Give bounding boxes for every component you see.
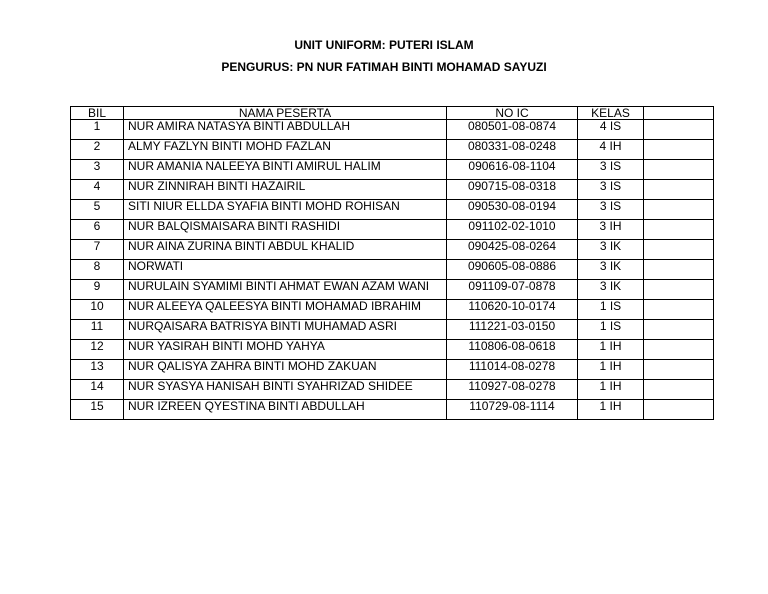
cell-empty bbox=[644, 300, 714, 320]
cell-no-ic: 110806-08-0618 bbox=[447, 340, 578, 360]
cell-no-ic: 111014-08-0278 bbox=[447, 360, 578, 380]
cell-kelas: 1 IS bbox=[578, 320, 644, 340]
cell-nama-peserta: NORWATI bbox=[124, 260, 447, 280]
cell-empty bbox=[644, 140, 714, 160]
cell-kelas: 3 IS bbox=[578, 180, 644, 200]
cell-no-ic: 090605-08-0886 bbox=[447, 260, 578, 280]
table-row bbox=[71, 160, 714, 180]
cell-kelas: 3 IS bbox=[578, 160, 644, 180]
cell-empty bbox=[644, 280, 714, 300]
participant-table bbox=[70, 106, 714, 420]
cell-empty bbox=[644, 240, 714, 260]
cell-no-ic: 111221-03-0150 bbox=[447, 320, 578, 340]
header-empty bbox=[644, 107, 714, 120]
cell-bil: 6 bbox=[71, 220, 124, 240]
cell-empty bbox=[644, 340, 714, 360]
cell-no-ic: 110729-08-1114 bbox=[447, 400, 578, 420]
cell-nama-peserta: NUR ALEEYA QALEESYA BINTI MOHAMAD IBRAHIM bbox=[124, 300, 447, 320]
cell-nama-peserta: NUR BALQISMAISARA BINTI RASHIDI bbox=[124, 220, 447, 240]
cell-no-ic: 090616-08-1104 bbox=[447, 160, 578, 180]
cell-empty bbox=[644, 380, 714, 400]
cell-kelas: 3 IK bbox=[578, 240, 644, 260]
cell-empty bbox=[644, 160, 714, 180]
table-row bbox=[71, 220, 714, 240]
cell-bil: 13 bbox=[71, 360, 124, 380]
cell-kelas: 3 IK bbox=[578, 280, 644, 300]
cell-no-ic: 080331-08-0248 bbox=[447, 140, 578, 160]
table-body bbox=[71, 120, 714, 420]
table-row bbox=[71, 200, 714, 220]
cell-kelas: 1 IH bbox=[578, 400, 644, 420]
cell-bil: 15 bbox=[71, 400, 124, 420]
cell-no-ic: 110927-08-0278 bbox=[447, 380, 578, 400]
cell-nama-peserta: NUR AMIRA NATASYA BINTI ABDULLAH bbox=[124, 120, 447, 140]
cell-bil: 12 bbox=[71, 340, 124, 360]
cell-no-ic: 090715-08-0318 bbox=[447, 180, 578, 200]
cell-no-ic: 080501-08-0874 bbox=[447, 120, 578, 140]
table-row bbox=[71, 300, 714, 320]
cell-bil: 3 bbox=[71, 160, 124, 180]
cell-no-ic: 090530-08-0194 bbox=[447, 200, 578, 220]
table-row bbox=[71, 140, 714, 160]
table-row bbox=[71, 400, 714, 420]
cell-empty bbox=[644, 260, 714, 280]
cell-bil: 1 bbox=[71, 120, 124, 140]
cell-empty bbox=[644, 200, 714, 220]
cell-bil: 5 bbox=[71, 200, 124, 220]
cell-nama-peserta: NURULAIN SYAMIMI BINTI AHMAT EWAN AZAM WANI bbox=[124, 280, 447, 300]
cell-kelas: 1 IH bbox=[578, 380, 644, 400]
cell-bil: 4 bbox=[71, 180, 124, 200]
header-kelas: KELAS bbox=[578, 107, 644, 120]
cell-empty bbox=[644, 180, 714, 200]
cell-nama-peserta: NUR AMANIA NALEEYA BINTI AMIRUL HALIM bbox=[124, 160, 447, 180]
cell-no-ic: 110620-10-0174 bbox=[447, 300, 578, 320]
cell-empty bbox=[644, 120, 714, 140]
table-header bbox=[71, 107, 714, 120]
cell-kelas: 3 IK bbox=[578, 260, 644, 280]
table-row bbox=[71, 340, 714, 360]
cell-empty bbox=[644, 360, 714, 380]
header-no-ic: NO IC bbox=[447, 107, 578, 120]
header-nama-peserta: NAMA PESERTA bbox=[124, 107, 447, 120]
table-row bbox=[71, 260, 714, 280]
cell-empty bbox=[644, 320, 714, 340]
cell-bil: 14 bbox=[71, 380, 124, 400]
table-row bbox=[71, 360, 714, 380]
cell-bil: 2 bbox=[71, 140, 124, 160]
cell-bil: 9 bbox=[71, 280, 124, 300]
cell-nama-peserta: NUR AINA ZURINA BINTI ABDUL KHALID bbox=[124, 240, 447, 260]
cell-nama-peserta: ALMY FAZLYN BINTI MOHD FAZLAN bbox=[124, 140, 447, 160]
document-subtitle: PENGURUS: PN NUR FATIMAH BINTI MOHAMAD SAYUZI bbox=[221, 60, 547, 74]
cell-no-ic: 091109-07-0878 bbox=[447, 280, 578, 300]
table-row bbox=[71, 240, 714, 260]
cell-nama-peserta: NUR IZREEN QYESTINA BINTI ABDULLAH bbox=[124, 400, 447, 420]
cell-nama-peserta: NUR ZINNIRAH BINTI HAZAIRIL bbox=[124, 180, 447, 200]
cell-nama-peserta: NURQAISARA BATRISYA BINTI MUHAMAD ASRI bbox=[124, 320, 447, 340]
cell-kelas: 1 IS bbox=[578, 300, 644, 320]
header-row bbox=[71, 107, 714, 120]
cell-empty bbox=[644, 400, 714, 420]
cell-kelas: 3 IS bbox=[578, 200, 644, 220]
cell-empty bbox=[644, 220, 714, 240]
cell-kelas: 3 IH bbox=[578, 220, 644, 240]
document-title: UNIT UNIFORM: PUTERI ISLAM bbox=[294, 38, 474, 52]
table-row bbox=[71, 280, 714, 300]
cell-nama-peserta: SITI NIUR ELLDA SYAFIA BINTI MOHD ROHISAN bbox=[124, 200, 447, 220]
table-row bbox=[71, 320, 714, 340]
table-row bbox=[71, 180, 714, 200]
table-row bbox=[71, 380, 714, 400]
cell-nama-peserta: NUR YASIRAH BINTI MOHD YAHYA bbox=[124, 340, 447, 360]
cell-kelas: 1 IH bbox=[578, 360, 644, 380]
cell-no-ic: 090425-08-0264 bbox=[447, 240, 578, 260]
cell-bil: 8 bbox=[71, 260, 124, 280]
cell-kelas: 4 IS bbox=[578, 120, 644, 140]
header-bil: BIL bbox=[71, 107, 124, 120]
cell-nama-peserta: NUR QALISYA ZAHRA BINTI MOHD ZAKUAN bbox=[124, 360, 447, 380]
cell-kelas: 1 IH bbox=[578, 340, 644, 360]
cell-no-ic: 091102-02-1010 bbox=[447, 220, 578, 240]
table-row bbox=[71, 120, 714, 140]
cell-bil: 7 bbox=[71, 240, 124, 260]
cell-nama-peserta: NUR SYASYA HANISAH BINTI SYAHRIZAD SHIDEE bbox=[124, 380, 447, 400]
cell-bil: 10 bbox=[71, 300, 124, 320]
cell-bil: 11 bbox=[71, 320, 124, 340]
cell-kelas: 4 IH bbox=[578, 140, 644, 160]
